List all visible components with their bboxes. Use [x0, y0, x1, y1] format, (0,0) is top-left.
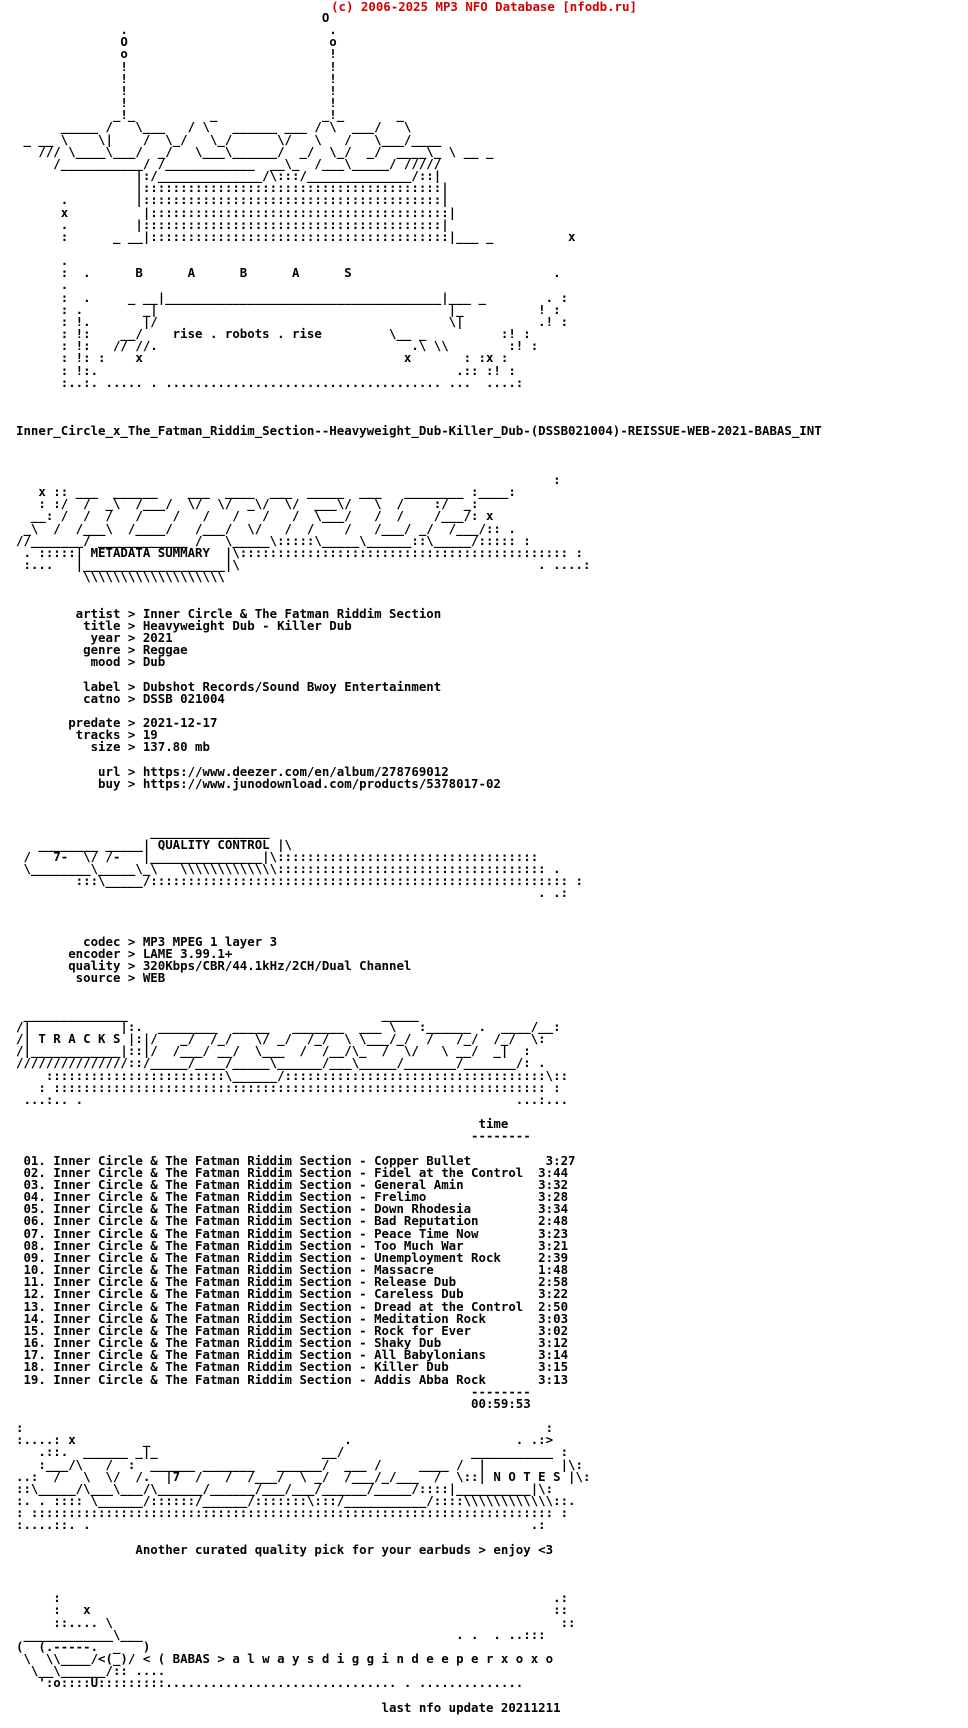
nfo-line: . :::::| METADATA SUMMARY |\:::::::::::::::::::::::::::::::::::::::::::: : — [16, 544, 583, 560]
nfo-line: _\ / /___\ /____/ /___/ \/ / / / /___/ _/ /___/:: . — [16, 520, 516, 536]
nfo-line: ______________ _____ — [16, 1006, 419, 1022]
nfo-line: :___/\ / : ______ _______ ______/ ___ / ____ / | |\: — [16, 1456, 583, 1472]
nfo-line: /| T R A C K S |:|/ _/ /_/ \/ _/ /_/ \ \___/_/ / /_/ /_/ \: — [16, 1031, 546, 1047]
nfo-line: -------- — [16, 1383, 531, 1399]
nfo-line: _ __ \ \| / \_/ \_/ \/ \ / \___/____ — [16, 131, 442, 147]
nfo-line: ':o::::U:::::::::............................... . .............. — [16, 1675, 524, 1691]
nfo-line: O — [16, 10, 330, 25]
nfo-line: : . _ __|_____________________________________|___ _ . : — [16, 289, 569, 305]
nfo-line: title > Heavyweight Dub - Killer Dub — [16, 617, 352, 633]
nfo-line: o ! — [16, 46, 337, 62]
nfo-line: mood > Dub — [16, 654, 166, 670]
nfo-line: url > https://www.deezer.com/en/album/278769012 — [16, 763, 449, 779]
nfo-line: predate > 2021-12-17 — [16, 715, 218, 731]
nfo-line: :....: x _ . . .:> — [16, 1432, 554, 1448]
nfo-line: : !: __/ rise . robots . rise \__ _ :! : — [16, 326, 531, 342]
nfo-line: year > 2021 — [16, 629, 173, 645]
nfo-line: ________________ — [16, 824, 270, 840]
nfo-line: :..:. ..... . ..................................... ... ....: — [16, 374, 524, 390]
nfo-line: :. . :::: \______/::::::/______/:::::::\:::/___________/::::\\\\\\\\\\\\::. — [16, 1493, 576, 1509]
nfo-line: \__\______/:: .... — [16, 1663, 166, 1679]
nfo-line: /| |:. ________ _____ _______ ___ \ :______ . ____/__: — [16, 1018, 561, 1034]
nfo-line: : . B A B A S . — [16, 265, 561, 281]
nfo-line: : !: // //. .\ \\ :! : — [16, 338, 539, 354]
nfo-line: : . _| |_ ! : — [16, 301, 561, 317]
nfo-line: 12. Inner Circle & The Fatman Riddim Section - Careless Dub 3:22 — [16, 1286, 569, 1302]
nfo-line: artist > Inner Circle & The Fatman Riddim Section — [16, 605, 442, 621]
nfo-line: \\\\\\\\\\\\\\\\\\\ — [16, 569, 225, 585]
nfo-line: O o — [16, 34, 337, 50]
nfo-line: 11. Inner Circle & The Fatman Riddim Section - Release Dub 2:58 — [16, 1274, 569, 1290]
nfo-line: \________\_____\_\ \\\\\\\\\\\\\:::::::::::::::::::::::::::::::::::: . — [16, 860, 561, 876]
nfo-line: . |::::::::::::::::::::::::::::::::::::::::| — [16, 192, 449, 208]
nfo-line: : !: : x x : :x : — [16, 350, 509, 366]
nfo-line: : !. |/ \| .! : — [16, 313, 569, 329]
nfo-line: ( (.-----. _ ) — [16, 1638, 151, 1654]
nfo-line: 13. Inner Circle & The Fatman Riddim Section - Dread at the Control 2:50 — [16, 1298, 569, 1314]
nfo-line: 08. Inner Circle & The Fatman Riddim Section - Too Much War 3:21 — [16, 1237, 569, 1253]
nfo-line: /|____________|::|/ /___/ __/ \___ / /__/\_ / \/ \ __/ _| : — [16, 1043, 531, 1059]
nfo-line: :... |___________________|\ . ....: — [16, 557, 591, 573]
nfo-line: : : — [16, 1420, 554, 1436]
nfo-line: label > Dubshot Records/Sound Bwoy Entertainment — [16, 678, 442, 694]
nfo-line: : :::::::::::::::::::::::::::::::::::::::::::::::::::::::::::::::::: : — [16, 1079, 561, 1095]
nfo-line: quality > 320Kbps/CBR/44.1kHz/2CH/Dual Channel — [16, 958, 412, 974]
nfo-line: //_______/ ____________ / \_____\:::::\_____\______::\_____/::::: : — [16, 532, 531, 548]
nfo-line: ::::::::::::::::::::::::\______/:::::::::::::::::::::::::::::::::::\:: — [16, 1067, 569, 1083]
nfo-line: : :/ / _\ /___/ \/ \/ _\/ \/ ___\/ \ / :/ _: — [16, 496, 479, 512]
nfo-line: ! ! — [16, 82, 337, 98]
nfo-line: 18. Inner Circle & The Fatman Riddim Section - Killer Dub 3:15 — [16, 1359, 569, 1375]
nfo-line: ::.... \ :: — [16, 1614, 576, 1630]
nfo-line: Inner_Circle_x_The_Fatman_Riddim_Section--Heavyweight_Dub-Killer_Dub-(DSSB021004)-REISSUE-WEB-2021-BABAS_INT — [16, 423, 822, 439]
nfo-line: . |::::::::::::::::::::::::::::::::::::::::| — [16, 216, 449, 232]
nfo-line: 09. Inner Circle & The Fatman Riddim Section - Unemployment Rock 2:39 — [16, 1249, 569, 1265]
nfo-line: |:/______________/\:::/______________/::| — [16, 168, 442, 184]
nfo-line: /// \____\___/ _/ \___\______/ _/ \_/ _/ ____\_ \ __ _ — [16, 143, 494, 159]
nfo-line: encoder > LAME 3.99.1+ — [16, 946, 233, 962]
nfo-line: ::\_____/\___\___/\______/______/___/___/______/_____/::::|__________|\: — [16, 1480, 554, 1496]
nfo-line: 16. Inner Circle & The Fatman Riddim Section - Shaky Dub 3:12 — [16, 1335, 569, 1351]
nfo-line: ________ _____| QUALITY CONTROL |\ — [16, 836, 293, 852]
nfo-line: time — [16, 1116, 509, 1132]
nfo-line: 03. Inner Circle & The Fatman Riddim Section - General Amin 3:32 — [16, 1177, 569, 1192]
nfo-line: _____ / \___ / \ ______ ___ / \ ___/ \ — [16, 119, 412, 135]
nfo-line: ____________\___ . . . ..::: — [16, 1626, 546, 1642]
nfo-line: . — [16, 253, 69, 269]
nfo-line: 04. Inner Circle & The Fatman Riddim Section - Frelimo 3:28 — [16, 1189, 569, 1205]
nfo-line: / 7- \/ /- |_______________|\::::::::::::::::::::::::::::::::::: — [16, 848, 539, 864]
nfo-line: size > 137.80 mb — [16, 739, 210, 755]
site-copyright-banner: (c) 2006-2025 MP3 NFO Database [nfodb.ru] — [331, 0, 637, 14]
nfo-line: catno > DSSB 021004 — [16, 690, 225, 706]
nfo-line: _!_ _ _!_ _ — [16, 107, 404, 123]
nfo-text — [16, 12, 822, 1714]
nfo-line: 06. Inner Circle & The Fatman Riddim Section - Bad Reputation 2:48 — [16, 1213, 569, 1229]
nfo-line: : — [16, 471, 561, 487]
nfo-line: 19. Inner Circle & The Fatman Riddim Section - Addis Abba Rock 3:13 — [16, 1371, 569, 1387]
nfo-line: genre > Reggae — [16, 642, 188, 658]
nfo-line: source > WEB — [16, 970, 166, 986]
nfo-line: 00:59:53 — [16, 1395, 531, 1411]
nfo-line: 01. Inner Circle & The Fatman Riddim Section - Copper Bullet 3:27 — [16, 1152, 576, 1168]
nfo-line: : _ __|::::::::::::::::::::::::::::::::::::::::|___ _ x — [16, 228, 576, 244]
nfo-line: /___________/ /____________ __\_ /___\_____/ ///// — [16, 155, 442, 171]
nfo-line: ...:.. . ...:... — [16, 1091, 569, 1107]
nfo-line: Another curated quality pick for your earbuds > enjoy <3 — [16, 1541, 554, 1557]
nfo-line: ! ! — [16, 95, 337, 111]
nfo-line: : .: — [16, 1590, 569, 1606]
nfo-line: . .: — [16, 885, 569, 901]
nfo-line: : :::::::::::::::::::::::::::::::::::::::::::::::::::::::::::::::::::::: : — [16, 1505, 569, 1521]
nfo-line: ///////////////::/_____/____/_____\______/___\_____/_______/_______/: . — [16, 1055, 546, 1071]
nfo-line: 05. Inner Circle & The Fatman Riddim Section - Down Rhodesia 3:34 — [16, 1201, 569, 1217]
nfo-line: ! ! — [16, 58, 337, 74]
nfo-line: ..: / \ \/ /. |7 / / /___/ \ _/ /___/_/___ / \::| N O T E S |\: — [16, 1468, 591, 1484]
nfo-line: 14. Inner Circle & The Fatman Riddim Section - Meditation Rock 3:03 — [16, 1310, 569, 1326]
nfo-line: tracks > 19 — [16, 727, 158, 743]
nfo-line: :....::. . .: — [16, 1517, 546, 1533]
nfo-line: |::::::::::::::::::::::::::::::::::::::::| — [16, 180, 449, 196]
nfo-line: x :: ___ ______ ___ ____ ___ _____ ___ ________ :____: — [16, 484, 516, 500]
nfo-line: ! ! — [16, 70, 337, 86]
nfo-line: 17. Inner Circle & The Fatman Riddim Section - All Babylonians 3:14 — [16, 1347, 569, 1363]
nfo-line: : x :: — [16, 1602, 569, 1618]
nfo-line: : !:. .:: :! : — [16, 362, 516, 378]
nfo-line: -------- — [16, 1128, 531, 1144]
nfo-line: x |::::::::::::::::::::::::::::::::::::::::| — [16, 204, 457, 220]
nfo-line: . — [16, 277, 69, 293]
nfo-line: :::\_____/:::::::::::::::::::::::::::::::::::::::::::::::::::::::: : — [16, 873, 583, 889]
nfo-line: 02. Inner Circle & The Fatman Riddim Section - Fidel at the Control 3:44 — [16, 1164, 569, 1180]
nfo-line: \ \\____/<(_)/ < ( BABAS > a l w a y s d i g g i n d e e p e r x o x o — [16, 1651, 554, 1667]
nfo-line: 15. Inner Circle & The Fatman Riddim Section - Rock for Ever 3:02 — [16, 1322, 569, 1338]
nfo-line: .::. ______ _|_ __/ ___________ : — [16, 1444, 569, 1460]
nfo-line: buy > https://www.junodownload.com/products/5378017-02 — [16, 775, 501, 791]
nfo-line: __: / / / / / / / / / \___/ / / /___/: x — [16, 508, 494, 524]
nfo-line: 07. Inner Circle & The Fatman Riddim Section - Peace Time Now 3:23 — [16, 1225, 569, 1241]
nfo-line: 10. Inner Circle & The Fatman Riddim Section - Massacre 1:48 — [16, 1262, 569, 1278]
nfo-line: last nfo update 20211211 — [16, 1699, 561, 1715]
nfo-line: . . — [16, 22, 337, 38]
nfo-line: codec > MP3 MPEG 1 layer 3 — [16, 933, 278, 949]
